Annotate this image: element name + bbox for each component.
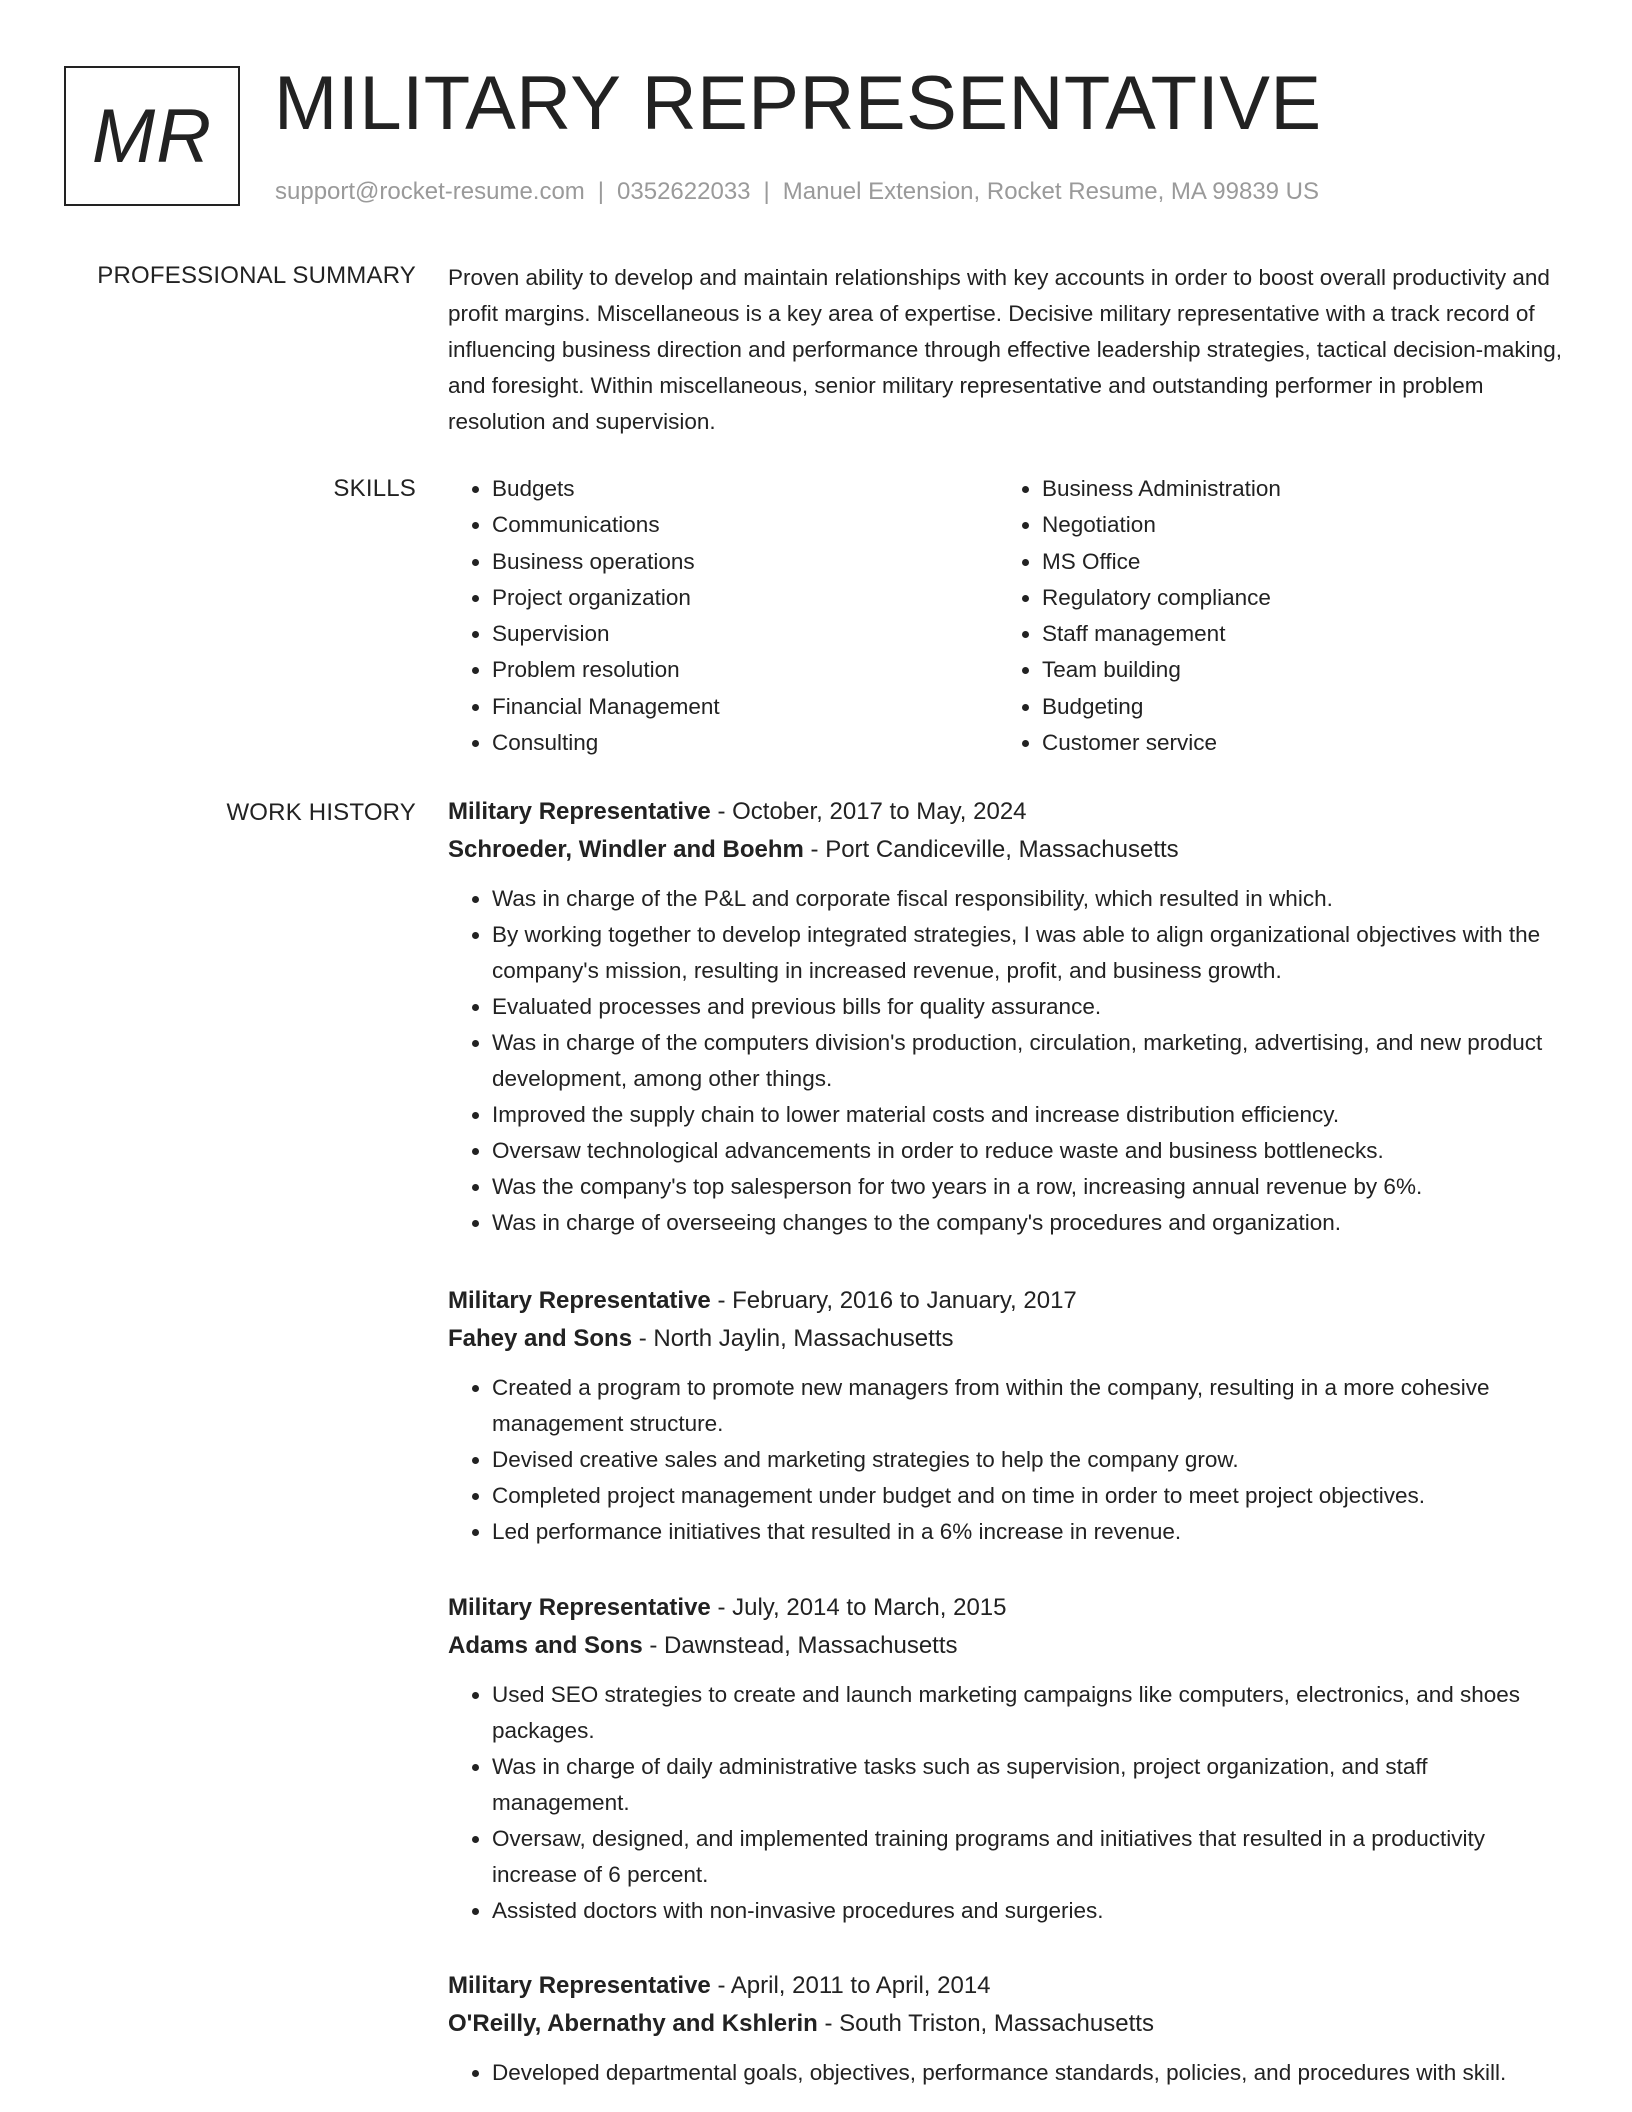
job-duties-list [448, 1370, 1570, 1550]
skill-item: • Business operations [492, 544, 992, 580]
job-title-line [448, 1282, 1570, 1320]
skills-list-right [998, 471, 1542, 761]
candidate-name: MILITARY REPRESENTATIVE [274, 61, 1322, 146]
job-duties-list [448, 1677, 1570, 1929]
job-entry [448, 793, 1570, 1241]
skill-item: • Customer service [1042, 725, 1542, 761]
duty-item: • Was in charge of overseeing changes to the company's procedures and organization. [492, 1205, 1570, 1241]
skill-item: • Supervision [492, 616, 992, 652]
summary-body [448, 260, 1570, 440]
job-dates: - July, 2014 to March, 2015 [710, 1594, 1007, 1621]
skill-item: • MS Office [1042, 544, 1542, 580]
duty-item: • Was the company's top salesperson for two years in a row, increasing annual revenue by 6%. [492, 1169, 1570, 1205]
skill-item: • Financial Management [492, 689, 992, 725]
job-title: Military Representative [448, 1594, 711, 1621]
contact-email: support@rocket-resume.com [275, 178, 585, 205]
duty-item: • Used SEO strategies to create and launch marketing campaigns like computers, electronics, and shoes packages. [492, 1677, 1570, 1749]
job-title: Military Representative [448, 798, 711, 825]
skill-item: • Problem resolution [492, 652, 992, 688]
duty-item: • Was in charge of the P&L and corporate fiscal responsibility, which resulted in which. [492, 881, 1570, 917]
job-company-line [448, 2005, 1570, 2043]
job-dates: - February, 2016 to January, 2017 [710, 1287, 1077, 1314]
skills-list-left [448, 471, 992, 761]
job-dates: - October, 2017 to May, 2024 [710, 798, 1027, 825]
summary-text: Proven ability to develop and maintain relationships with key accounts in order to boost overall productivity and profit margins. Miscellaneous is a key area of expertise. Decisive military representative with a track record of influencing business direction and performance through effective leadership strategies, tactical decision-making, and foresight. Within miscellaneous, senior military representative and outstanding performer in problem resolution and supervision. [448, 265, 1562, 434]
duty-item: • Was in charge of the computers division's production, circulation, marketing, advertising, and new product development, among other things. [492, 1025, 1570, 1097]
duty-item: • Led performance initiatives that resulted in a 6% increase in revenue. [492, 1514, 1570, 1550]
duty-item: • Completed project management under budget and on time in order to meet project objectives. [492, 1478, 1570, 1514]
duty-item: • Oversaw, designed, and implemented training programs and initiatives that resulted in a productivity increase of 6 percent. [492, 1821, 1570, 1893]
skill-item: • Staff management [1042, 616, 1542, 652]
job-title-line [448, 1589, 1570, 1627]
skill-item: • Budgets [492, 471, 992, 507]
job-location: - Dawnstead, Massachusetts [642, 1632, 958, 1659]
skills-body [448, 471, 1570, 771]
duty-item: • Developed departmental goals, objectives, performance standards, policies, and procedures with skill. [492, 2055, 1570, 2091]
monogram-logo: MR [64, 66, 240, 206]
resume-header [64, 61, 1584, 211]
skill-item: • Budgeting [1042, 689, 1542, 725]
job-entry [448, 1589, 1570, 1929]
job-entry [448, 1967, 1570, 2091]
job-duties-list [448, 881, 1570, 1241]
job-company-line [448, 1627, 1570, 1665]
section-label-summary: PROFESSIONAL SUMMARY [97, 262, 416, 289]
duty-item: • Assisted doctors with non-invasive procedures and surgeries. [492, 1893, 1570, 1929]
job-company: Fahey and Sons [448, 1325, 633, 1352]
contact-address: Manuel Extension, Rocket Resume, MA 99839 US [782, 178, 1320, 205]
job-dates: - April, 2011 to April, 2014 [710, 1972, 991, 1999]
skill-item: • Project organization [492, 580, 992, 616]
duty-item: • Evaluated processes and previous bills for quality assurance. [492, 989, 1570, 1025]
job-company: O'Reilly, Abernathy and Kshlerin [448, 2010, 818, 2037]
skill-item: • Business Administration [1042, 471, 1542, 507]
job-location: - South Triston, Massachusetts [817, 2010, 1154, 2037]
duty-item: • Created a program to promote new managers from within the company, resulting in a more cohesive management structure. [492, 1370, 1570, 1442]
skill-item: • Team building [1042, 652, 1542, 688]
job-location: - North Jaylin, Massachusetts [632, 1325, 954, 1352]
job-company: Adams and Sons [448, 1632, 643, 1659]
job-company: Schroeder, Windler and Boehm [448, 836, 804, 863]
contact-phone: 0352622033 [617, 178, 751, 205]
duty-item: • By working together to develop integrated strategies, I was able to align organizational objectives with the company's mission, resulting in increased revenue, profit, and business growth. [492, 917, 1570, 989]
contact-line [275, 176, 1319, 208]
contact-separator: | [763, 178, 770, 205]
job-entry [448, 1282, 1570, 1550]
section-label-work-history: WORK HISTORY [226, 799, 416, 826]
job-title: Military Representative [448, 1972, 711, 1999]
job-location: - Port Candiceville, Massachusetts [803, 836, 1179, 863]
job-title: Military Representative [448, 1287, 711, 1314]
job-company-line [448, 831, 1570, 869]
job-title-line [448, 1967, 1570, 2005]
duty-item: • Was in charge of daily administrative tasks such as supervision, project organization, and staff management. [492, 1749, 1570, 1821]
section-label-skills: SKILLS [333, 475, 416, 502]
skill-item: • Consulting [492, 725, 992, 761]
duty-item: • Devised creative sales and marketing strategies to help the company grow. [492, 1442, 1570, 1478]
duty-item: • Oversaw technological advancements in order to reduce waste and business bottlenecks. [492, 1133, 1570, 1169]
skill-item: • Negotiation [1042, 507, 1542, 543]
contact-separator: | [597, 178, 605, 205]
job-company-line [448, 1320, 1570, 1358]
duty-item: • Improved the supply chain to lower material costs and increase distribution efficiency. [492, 1097, 1570, 1133]
job-title-line [448, 793, 1570, 831]
job-duties-list [448, 2055, 1570, 2091]
skill-item: • Regulatory compliance [1042, 580, 1542, 616]
skill-item: • Communications [492, 507, 992, 543]
